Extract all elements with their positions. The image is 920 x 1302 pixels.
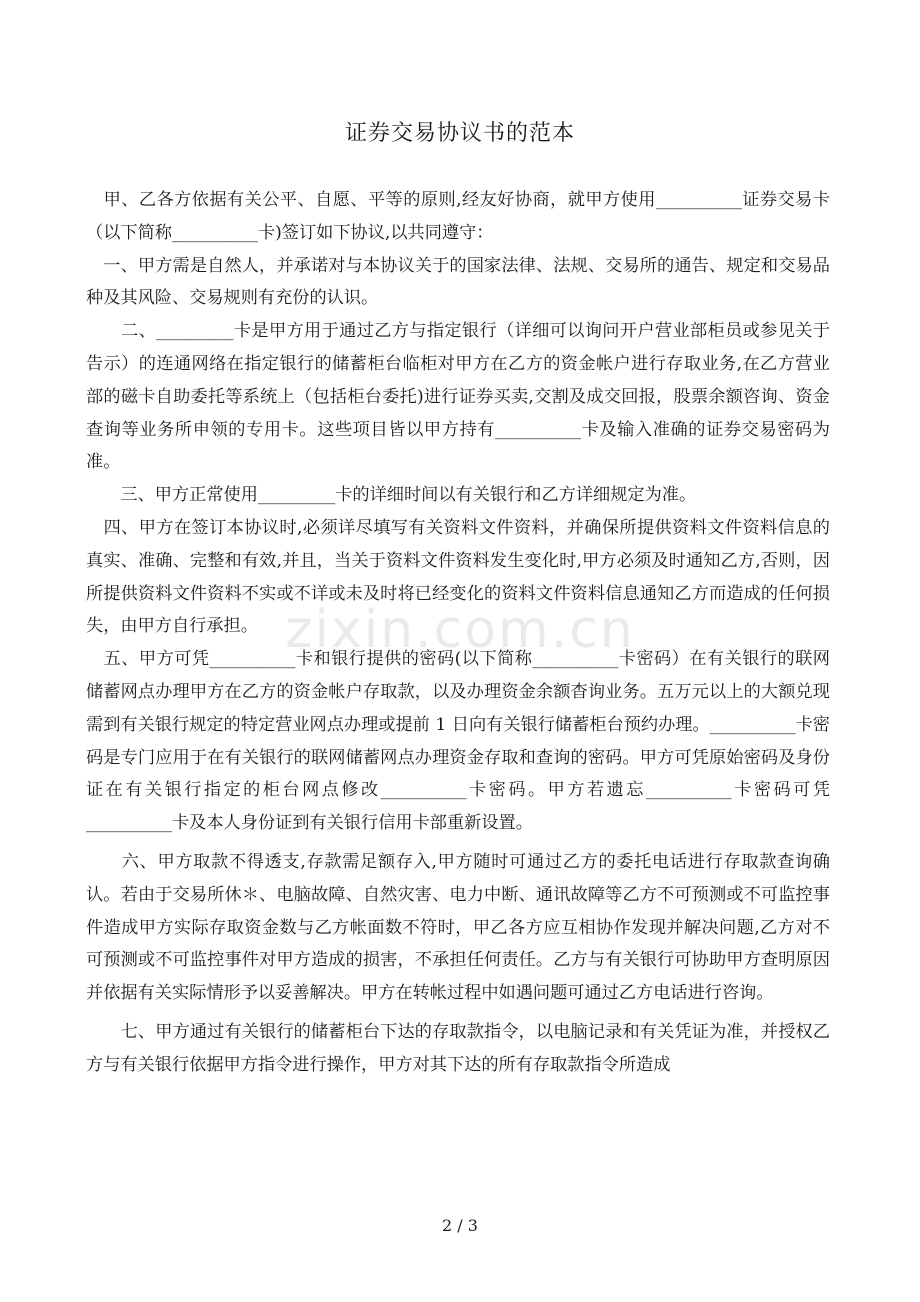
paragraph-clause-3: 三、甲方正常使用_________卡的详细时间以有关银行和乙方详细规定为准。 (86, 485, 697, 506)
paragraph-clause-6: 六、甲方取款不得透支,存款需足额存入,甲方随时可通过乙方的委托电话进行存取款查询确认。若由于交易所休＊、电脑故障、自然灾害、电力中断、通讯故障等乙方不可预测或不可监控事件造成甲方实际存取资金数与乙方帐面数不符时，甲乙各方应互相协作发现并解决问题,乙方对不可预测或不可监控事件对甲方造成的损害，不承担任何责任。乙方与有关银行可协助甲方查明原因并依据有关实际情形予以妥善解决。甲方在转帐过程中如遇问题可通过乙方电话进行咨询。 (86, 851, 830, 1004)
page-number: 2 / 3 (442, 1216, 478, 1235)
paragraph-clause-7: 七、甲方通过有关银行的储蓄柜台下达的存取款指令，以电脑记录和有关凭证为准，并授权乙方与有关银行依据甲方指令进行操作，甲方对其下达的所有存取款指令所造成 (86, 1021, 830, 1075)
paragraph-clause-5: 五、甲方可凭__________卡和银行提供的密码(以下简称__________卡密码）在有关银行的联网储蓄网点办理甲方在乙方的资金帐户存取款，以及办理资金余额杳询业务。五万元以上的大额兑现需到有关银行规定的特定营业网点办理或提前 1 日向有关银行储蓄柜台预约办理。__________卡密码是专门应用于在有关银行的联网储蓄网点办理资金存取和查询的密码。甲方可凭原始密码及身份证在有关银行指定的柜台网点修改__________卡密码。甲方若遗忘__________卡密码可凭__________卡及本人身份证到有关银行信用卡部重新设置。 (86, 649, 830, 834)
document-title: 证券交易协议书的范本 (344, 121, 575, 146)
paragraph-clause-2: 二、_________卡是甲方用于通过乙方与指定银行（详细可以询问开户营业部柜员或参见关于告示）的连通网络在指定银行的储蓄柜台临柜对甲方在乙方的资金帐户进行存取业务,在乙方营业部的磁卡自助委托等系统上（包括柜台委托)进行证券买卖,交割及成交回报，股票余额咨询、资金查询等业务所申领的专用卡。这些项目皆以甲方持有__________卡及输入准确的证券交易密码为准。 (86, 321, 830, 473)
paragraph-clause-1: 一、甲方需是自然人，并承诺对与本协议关于的国家法律、法规、交易所的通告、规定和交易品种及其风险、交易规则有充份的认识。 (86, 255, 830, 309)
watermark: zixin.com.cn (285, 600, 635, 660)
paragraph-clause-4: 四、甲方在签订本协议时,必须详尽填写有关资料文件资料，并确保所提供资料文件资料信息的真实、准确、完整和有效,并且，当关于资料文件资料发生变化时,甲方必须及时通知乙方,否则，因所提供资料文件资料不实或不详或未及时将已经变化的资料文件资料信息通知乙方而造成的任何损失，由甲方自行承担。 (86, 517, 830, 637)
paragraph-preamble: 甲、乙各方依据有关公平、自愿、平等的原则,经友好协商，就甲方使用__________证券交易卡（以下简称__________卡)签订如下协议,以共同遵守： (86, 190, 830, 243)
